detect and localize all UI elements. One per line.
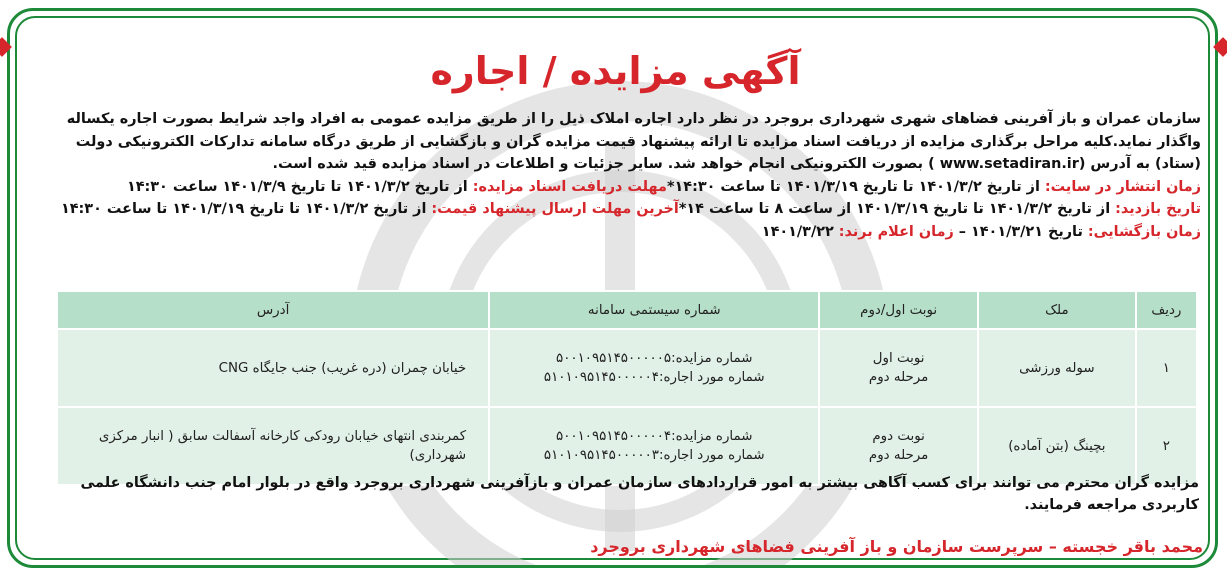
col-header-address: آدرس [58, 291, 490, 329]
col-header-index: ردیف [1137, 291, 1198, 329]
cell-property: سوله ورزشی [979, 329, 1137, 407]
lease-number: شماره مورد اجاره:۵۱۰۱۰۹۵۱۴۵۰۰۰۰۰۴ [544, 370, 766, 385]
notice-footer [30, 472, 1200, 516]
signature: محمد باقر خجسته – سرپرست سازمان و باز آفرینی فضاهای شهرداری بروجرد [591, 537, 1204, 556]
auction-number: شماره مزایده:۵۰۰۱۰۹۵۱۴۵۰۰۰۰۰۴ [557, 429, 754, 444]
visit-dates: از تاریخ ۱۴۰۱/۳/۲ تا تاریخ ۱۴۰۱/۳/۱۹ از ساعت ۸ تا ساعت ۱۴* [679, 201, 1117, 218]
notice-frame [8, 8, 1219, 568]
cell-property: بچینگ (بتن آماده) [979, 407, 1137, 485]
round-line-2: مرحله دوم [869, 370, 930, 385]
publish-label: زمان انتشار در سایت: [1045, 178, 1202, 195]
winner-label: زمان اعلام برند: [839, 223, 955, 240]
notice-body [34, 108, 1202, 244]
notice-content [29, 25, 1204, 555]
cell-address: کمربندی انتهای خیابان رودکی کارخانه آسفالت سابق ( انبار مرکزی شهرداری) [58, 407, 490, 485]
docs-label: مهلت دریافت اسناد مزایده: [473, 178, 668, 195]
col-header-round: نوبت اول/دوم [820, 291, 979, 329]
schedule-line-visit [34, 198, 1202, 221]
publish-dates: از تاریخ ۱۴۰۱/۳/۲ تا تاریخ ۱۴۰۱/۳/۱۹ تا ساعت ۱۴:۳۰* [667, 178, 1046, 195]
intro-line-2: واگذار نماید.کلیه مراحل برگذاری مزایده از دریافت اسناد مزایده تا ارائه پیشنهاد قیمت مزایده گران و بازگشایی از طریق درگاه سامانه تدارکات الکترونیکی دولت [76, 133, 1202, 150]
footer-line-2: کاربردی مراجعه فرمایند. [1025, 497, 1200, 513]
intro-line-1: سازمان عمران و باز آفرینی فضاهای شهری شهرداری بروجرد در نظر دارد اجاره املاک ذیل را از طریق مزایده عمومی به افراد واجد شرایط بصورت اجاره یکساله [67, 111, 1202, 127]
intro-line-3: (ستاد) به آدرس (www.setadiran.ir ) بصورت الکترونیکی انجام خواهد شد. سایر جزئیات و اطلاعات در اسناد مزایده قید شده است. [273, 156, 1202, 173]
visit-label: تاریخ بازدید: [1116, 201, 1202, 218]
schedule-line-open [34, 221, 1202, 244]
winner-date: ۱۴۰۱/۳/۲۲ [762, 223, 840, 240]
schedule-line-publish [34, 176, 1202, 199]
cell-index: ۲ [1137, 407, 1198, 485]
notice-title: آگهی مزایده / اجاره [431, 49, 802, 93]
col-header-system-number: شماره سیستمی سامانه [490, 291, 820, 329]
round-line-2: مرحله دوم [869, 448, 930, 463]
auction-number: شماره مزایده:۵۰۰۱۰۹۵۱۴۵۰۰۰۰۰۵ [557, 351, 754, 366]
col-header-property: ملک [979, 291, 1137, 329]
lease-number: شماره مورد اجاره:۵۱۰۱۰۹۵۱۴۵۰۰۰۰۰۳ [544, 448, 766, 463]
footer-line-1: مزایده گران محترم می توانند برای کسب آگاهی بیشتر به امور قراردادهای سازمان عمران و بازآفرینی شهرداری بروجرد واقع در بلوار امام جنب دانشگاه علمی [81, 475, 1200, 491]
round-line-1: نوبت دوم [873, 429, 926, 444]
table-header-row [58, 291, 1198, 329]
table-row [58, 329, 1198, 407]
open-date: تاریخ ۱۴۰۱/۳/۲۱ – [954, 223, 1089, 240]
bid-dates: از تاریخ ۱۴۰۱/۳/۲ تا تاریخ ۱۴۰۱/۳/۱۹ تا ساعت ۱۴:۳۰ [61, 201, 433, 218]
cell-index: ۱ [1137, 329, 1198, 407]
open-label: زمان بازگشایی: [1088, 223, 1202, 240]
cell-system-number [490, 329, 820, 407]
docs-dates: از تاریخ ۱۴۰۱/۳/۲ تا تاریخ ۱۴۰۱/۳/۹ ساعت ۱۴:۳۰ [127, 178, 474, 195]
round-line-1: نوبت اول [873, 351, 926, 366]
bid-label: آخرین مهلت ارسال پیشنهاد قیمت: [432, 201, 680, 218]
cell-round [820, 329, 979, 407]
properties-table [57, 290, 1199, 486]
cell-address: خیابان چمران (دره غریب) جنب جایگاه CNG [58, 329, 490, 407]
